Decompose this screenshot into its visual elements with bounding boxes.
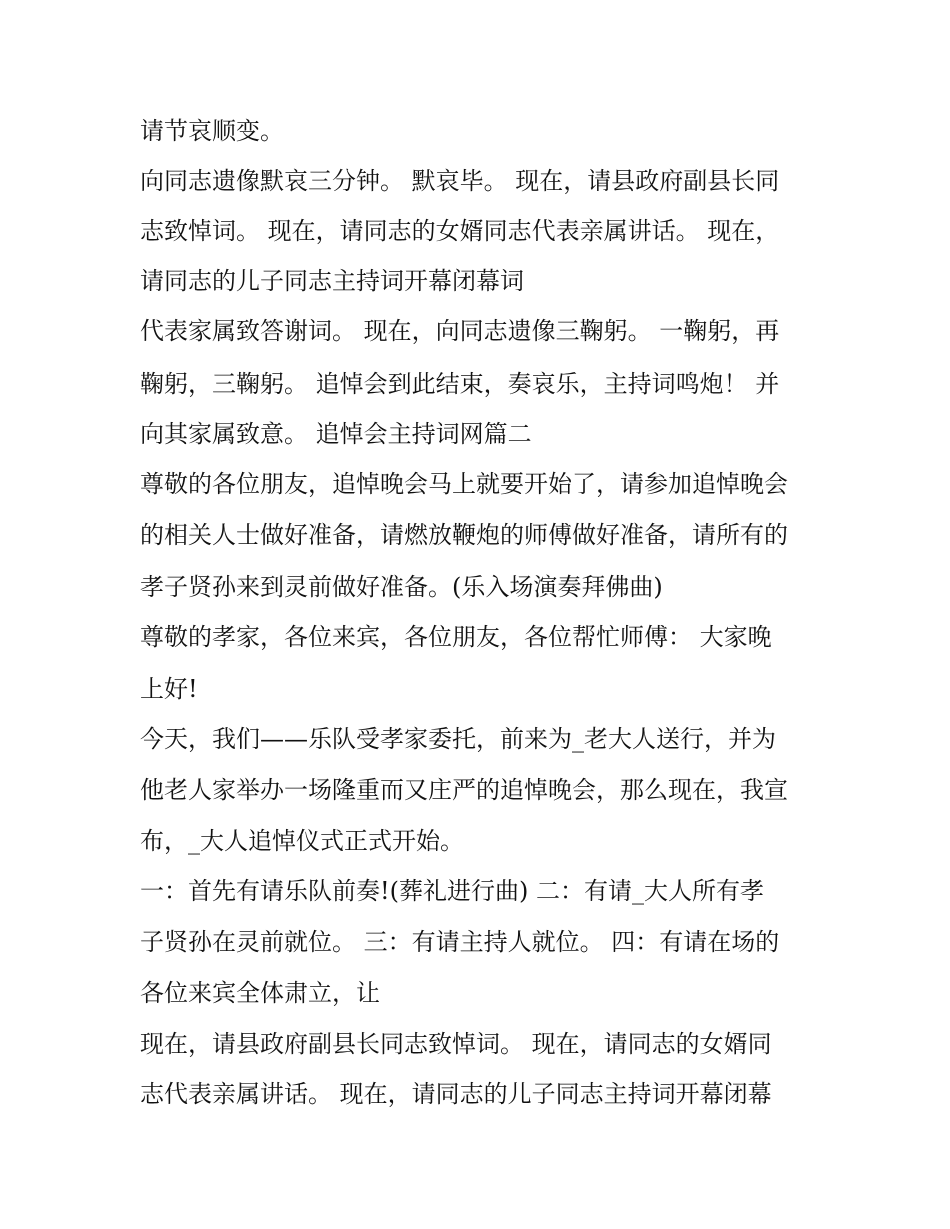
text-line: 向其家属致意。 追悼会主持词网篇二 [140,420,532,448]
text-line: 孝子贤孙来到灵前做好准备。(乐入场演奏拜佛曲) [140,573,663,601]
text-line: 上好! [140,675,198,703]
text-line: 请节哀顺变。 [140,117,284,145]
text-line: 尊敬的孝家，各位来宾，各位朋友，各位帮忙师傅： 大家晚 [140,623,772,651]
text-line: 子贤孙在灵前就位。 三：有请主持人就位。 四：有请在场的 [140,928,780,956]
text-line: 向同志遗像默哀三分钟。 默哀毕。 现在，请县政府副县长同 [140,167,780,195]
text-line: 一：首先有请乐队前奏!(葬礼进行曲) 二：有请_大人所有孝 [140,877,764,905]
text-line: 布，_大人追悼仪式正式开始。 [140,827,464,855]
text-line: 他老人家举办一场隆重而又庄严的追悼晚会，那么现在，我宣 [140,776,788,804]
text-line: 请同志的儿子同志主持词开幕闭幕词 [140,267,524,295]
text-line: 鞠躬，三鞠躬。 追悼会到此结束，奏哀乐，主持词鸣炮！ 并 [140,370,780,398]
text-line: 的相关人士做好准备，请燃放鞭炮的师傅做好准备，请所有的 [140,521,788,549]
text-line: 尊敬的各位朋友，追悼晚会马上就要开始了，请参加追悼晚会 [140,470,788,498]
text-line: 志代表亲属讲话。 现在，请同志的儿子同志主持词开幕闭幕 [140,1080,772,1108]
text-line: 代表家属致答谢词。 现在，向同志遗像三鞠躬。 一鞠躬，再 [140,317,780,345]
text-line: 各位来宾全体肃立，让 [140,979,380,1007]
text-line: 志致悼词。 现在，请同志的女婿同志代表亲属讲话。 现在， [140,217,780,245]
text-line: 今天，我们——乐队受孝家委托，前来为_老大人送行，并为 [140,725,776,753]
text-line: 现在，请县政府副县长同志致悼词。 现在，请同志的女婿同 [140,1030,772,1058]
